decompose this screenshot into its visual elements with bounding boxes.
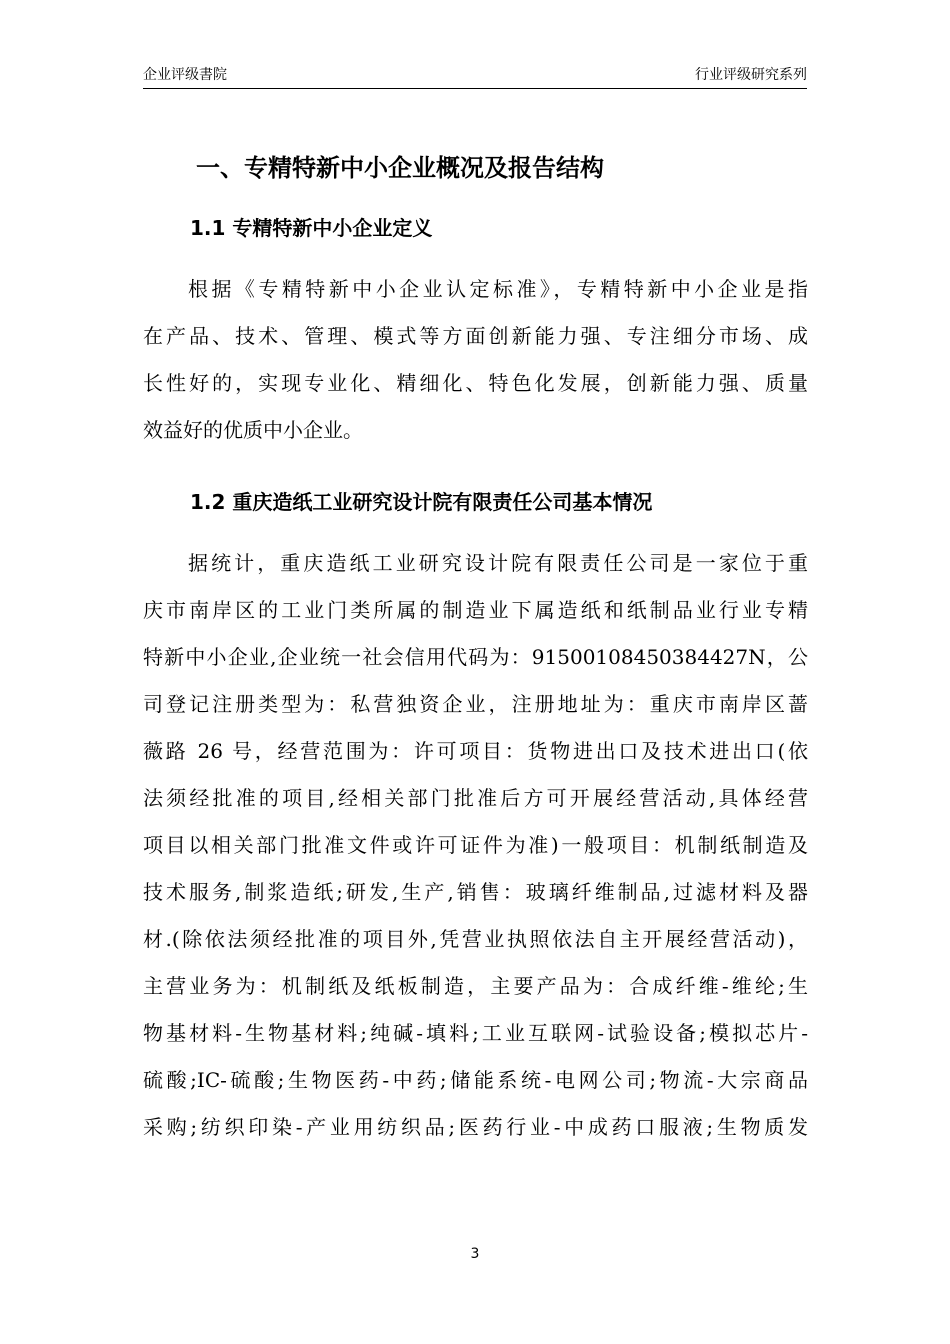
paragraph-line: 项目以相关部门批准文件或许可证件为准)一般项目：机制纸制造及 <box>143 833 808 857</box>
paragraph-line: 采购;纺织印染-产业用纺织品;医药行业-中成药口服液;生物质发 <box>143 1115 808 1139</box>
header-right: 行业评级研究系列 <box>695 67 807 83</box>
paragraph-line: 特新中小企业,企业统一社会信用代码为：91500108450384427N，公 <box>143 645 808 669</box>
paragraph-line: 效益好的优质中小企业。 <box>143 418 363 442</box>
paragraph-line: 主营业务为：机制纸及纸板制造，主要产品为：合成纤维-维纶;生 <box>143 974 808 998</box>
section-title: 一、专精特新中小企业概况及报告结构 <box>196 154 604 182</box>
paragraph-line: 法须经批准的项目,经相关部门批准后方可开展经营活动,具体经营 <box>143 786 808 810</box>
paragraph-line: 长性好的，实现专业化、精细化、特色化发展，创新能力强、质量 <box>143 371 808 395</box>
paragraph-line: 薇路 26 号，经营范围为：许可项目：货物进出口及技术进出口(依 <box>143 739 808 763</box>
paragraph-line: 硫酸;IC-硫酸;生物医药-中药;储能系统-电网公司;物流-大宗商品 <box>143 1068 808 1092</box>
paragraph-line: 司登记注册类型为：私营独资企业，注册地址为：重庆市南岸区蔷 <box>143 692 808 716</box>
paragraph-line: 庆市南岸区的工业门类所属的制造业下属造纸和纸制品业行业专精 <box>143 598 808 622</box>
paragraph-line: 物基材料-生物基材料;纯碱-填料;工业互联网-试验设备;模拟芯片- <box>143 1021 808 1045</box>
paragraph-line: 材.(除依法须经批准的项目外,凭营业执照依法自主开展经营活动)， <box>143 927 808 951</box>
paragraph-line: 技术服务,制浆造纸;研发,生产,销售：玻璃纤维制品,过滤材料及器 <box>143 880 808 904</box>
subsection-1-title: 1.1 专精特新中小企业定义 <box>190 216 433 240</box>
subsection-1-paragraph <box>143 266 808 454</box>
paragraph-line: 在产品、技术、管理、模式等方面创新能力强、专注细分市场、成 <box>143 324 808 348</box>
header-left: 企业评级書院 <box>143 67 227 83</box>
paragraph-line: 据统计，重庆造纸工业研究设计院有限责任公司是一家位于重 <box>188 551 808 575</box>
subsection-2-title: 1.2 重庆造纸工业研究设计院有限责任公司基本情况 <box>190 490 653 514</box>
paragraph-line: 根据《专精特新中小企业认定标准》，专精特新中小企业是指 <box>188 277 808 301</box>
subsection-2-paragraph <box>143 540 808 1151</box>
header-divider <box>143 88 807 89</box>
page-number: 3 <box>470 1246 480 1262</box>
